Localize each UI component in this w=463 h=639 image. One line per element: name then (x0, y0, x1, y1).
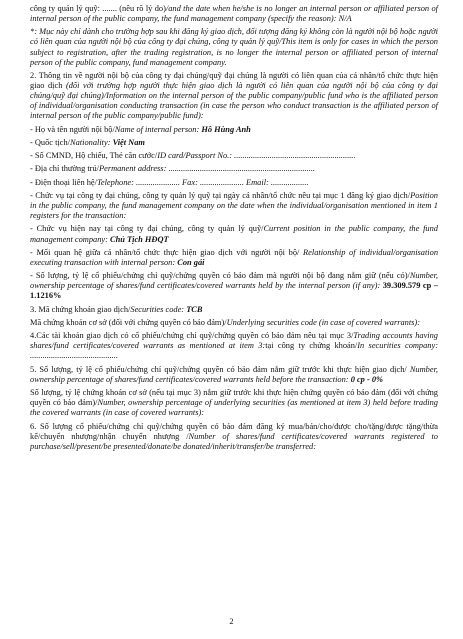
nationality-label: - Quốc tịch/ (30, 137, 71, 147)
internal-person-name-field (30, 125, 438, 135)
internal-person-holdings-field (30, 271, 438, 301)
position-label-en: Position in the public company, the fund management company on the date when the individual/organisation mentioned in item 1 registers for the transaction: (30, 191, 438, 221)
section-5-label-en: Number, ownership percentage of shares/fund certificates/covered warrants held before the transaction: (30, 364, 438, 384)
position-label: - Chức vụ tại công ty đại chúng, công ty quản lý quỹ tại ngày cá nhân/tổ chức nêu tại mục 1 đăng ký giao dịch/ (30, 191, 411, 200)
name-label-en: Name of internal person: (114, 124, 202, 134)
section-3-label-en: Securities code: (130, 304, 187, 314)
current-position-field (30, 224, 438, 244)
underlying-securities-field (30, 318, 438, 328)
holdings-label: - Số lượng, tỷ lệ cổ phiếu/chứng chỉ quỹ/chứng quyền có bảo đảm mà người nội bộ đang nắm giữ (nếu có)/ (30, 271, 410, 281)
section-4-label-en: Trading accounts having shares/fund certificates/covered warrants as mentioned at item 3: (30, 331, 438, 351)
phone-field (30, 178, 438, 188)
note-paragraph: *: Mục này chỉ dành cho trường hợp sau khi đăng ký giao dịch, đối tượng đăng ký không còn là người nội bộ hoặc người có liên quan của người nội bộ của công ty đại chúng, công ty quản lý quỹ/This item is only for cases in which the person subject to registration, after the trading registration, is no longer the internal person or affiliated person of internal person of the public company, fund management company. (30, 27, 438, 67)
id-label-en: ID card/Passport No.: .......................................................... (157, 151, 356, 161)
section-2-vi: 2. Thông tin về người nội bộ của công ty đại chúng/quỹ đại chúng là người có liên quan của cá nhân/tổ chức thực hiện giao dịch (30, 70, 438, 91)
document-page (30, 4, 438, 452)
page-number: 2 (229, 617, 234, 626)
top-line-en: /and the date when he/she is no longer an internal person or affiliated person of internal person of the public company, the fund management company (specify the reason): N/A (30, 4, 438, 24)
id-label: - Số CMND, Hộ chiếu, Thẻ căn cước/ (30, 151, 158, 161)
section-2-en: (đối với trường hợp người thực hiện giao dịch là người có liên quan của người nội bộ của công ty đại chúng/quỹ đại chúng)/Information on the internal person of the public company/public fund who is the affiliated person of individual/organisation conducting transaction (in case the person who conduct transaction is the affiliated person of internal person of the public company/public fund): (30, 81, 439, 121)
nationality-label-en: Nationality: (70, 137, 113, 147)
section-2-heading (30, 71, 438, 121)
relationship-value: Con gái (177, 257, 205, 267)
section-3-securities-code (30, 305, 438, 315)
relationship-field (30, 248, 438, 268)
nationality-value: Việt Nam (112, 137, 145, 147)
holdings-label-en: Number, ownership percentage of shares/fund certificates/covered warrants held by the internal person (if any): (30, 271, 438, 291)
section-6-registered-quantity (30, 422, 438, 452)
phone-label: - Điện thoại liên hệ/ (30, 177, 97, 187)
underlying-label-en: Underlying securities code (in case of covered warrants): (226, 317, 421, 327)
relationship-label: - Mối quan hệ giữa cá nhân/tổ chức thực hiện giao dịch với người nội bộ/ (30, 247, 304, 257)
section-3-label: 3. Mã chứng khoán giao dịch/ (30, 304, 131, 314)
securities-code-value: TCB (186, 304, 203, 314)
name-label: - Họ và tên người nội bộ/ (30, 124, 115, 134)
address-field (30, 164, 438, 174)
section-5-holdings-before (30, 365, 438, 385)
section-4-company-label-en: In securities company: .......................................... (30, 341, 438, 361)
section-4-label: 4.Các tài khoản giao dịch có cổ phiếu/chứng chỉ quỹ/chứng quyền có bảo đảm nêu tại mục 3/ (30, 331, 354, 341)
top-continuation-paragraph (30, 4, 438, 24)
name-value: Hồ Hùng Anh (201, 124, 251, 134)
section-6-label: 6. Số lượng cổ phiếu/chứng chỉ quỹ/chứng quyền có bảo đảm đăng ký mua/bán/cho/được cho/tặng/được tặng/thừa kế/chuyển nhượng/nhận chuyển nhượng / (30, 421, 438, 441)
nationality-field (30, 138, 438, 148)
section-4-trading-accounts (30, 331, 438, 361)
id-card-field (30, 151, 438, 161)
underlying-holdings-label: Số lượng, tỷ lệ chứng khoán cơ sở (nếu tại mục 3) nắm giữ trước khi thực hiện chứng quyền có bảo đảm (đối với chứng quyền có bảo đảm)/ (30, 388, 438, 408)
section-5-value: 0 cp - 0% (350, 374, 384, 384)
phone-label-en: Telephone: ..................... Fax: ..................... Email: .................. (96, 177, 309, 187)
position-at-registration-field (30, 191, 438, 221)
current-position-value: Chủ Tịch HĐQT (110, 234, 169, 244)
relationship-label-en: Relationship of individual/organisation executing transaction with internal person: (30, 247, 439, 267)
current-position-label: - Chức vụ hiện nay tại công ty đại chúng, công ty quản lý quỹ/ (30, 224, 264, 234)
address-label-en: Permanent address: ...................................................................... (98, 164, 316, 174)
section-4-company-label: tại công ty chứng khoán/ (265, 341, 358, 351)
underlying-label: Mã chứng khoán cơ sở (đối với chứng quyền có bảo đảm)/ (30, 317, 227, 327)
section-6-label-en: Number of shares/fund certificates/covered warrants registered to purchase/sell/present/be presented/donate/be donated/inherit/transfer/be transferred: (30, 431, 438, 451)
current-position-label-en: Current position in the public company, the fund management company: (30, 224, 438, 244)
underlying-holdings-before (30, 388, 438, 418)
section-5-label: 5. Số lượng, tỷ lệ cổ phiếu/chứng chỉ quỹ/chứng quyền có bảo đảm nắm giữ trước khi thực hiện giao dịch/ (30, 364, 410, 374)
underlying-holdings-label-en: Number, ownership percentage of underlying securities (as mentioned at item 3) held before trading the covered warrants (in case of covered warrants): (30, 398, 438, 418)
holdings-value: 39.309.579 cp – 1.1216% (30, 281, 438, 301)
top-line-vi: công ty quản lý quỹ: ....... (nêu rõ lý do) (30, 4, 166, 13)
address-label: - Địa chỉ thường trú/ (30, 164, 99, 174)
